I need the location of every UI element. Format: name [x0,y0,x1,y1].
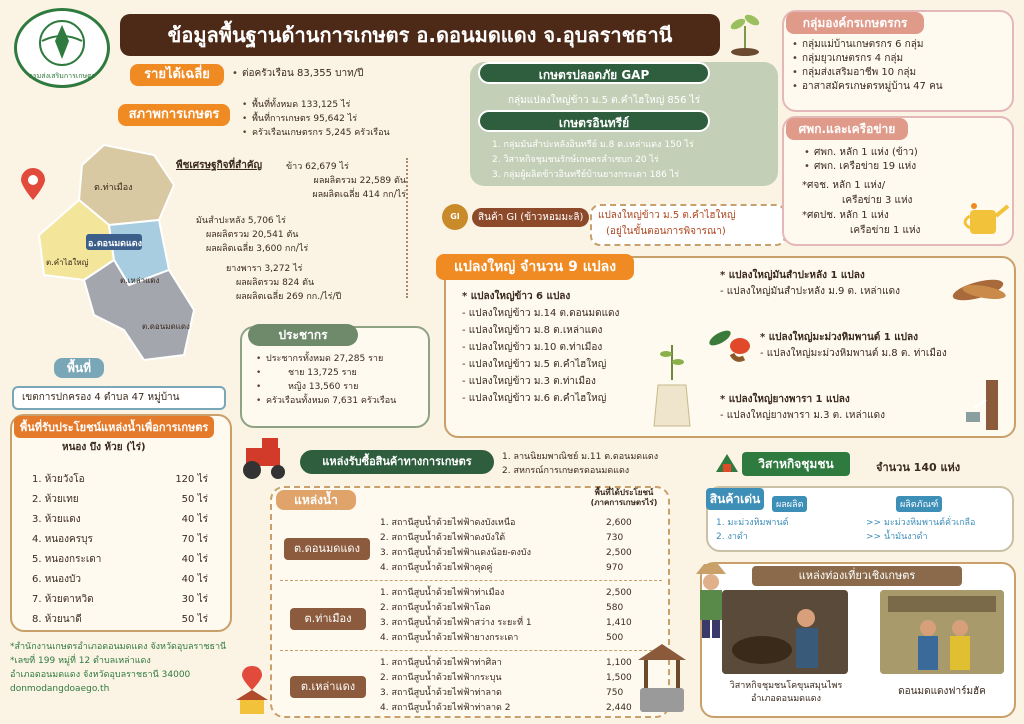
products-col-product: ผลิตภัณฑ์ [896,496,942,512]
table-row: 3. สถานีสูบน้ำด้วยไฟฟ้าท่าลาด 750 [380,688,624,698]
table-row: 1. สถานีสูบน้ำด้วยไฟฟ้าดงบังเหนือ 2,600 [380,518,632,528]
divider [280,650,662,651]
cassava-icon [950,270,1012,306]
table-row: 3. สถานีสูบน้ำด้วยไฟฟ้าสว่าง ระยะที่ 1 1,410 [380,618,632,628]
table-row: 1. มะม่วงหิมพานต์ >> มะม่วงหิมพานต์คั่วเกลือ [716,518,976,528]
tourism-label-bar [752,566,962,586]
income-value: • ต่อครัวเรือน 83,355 บาท/ปี [230,67,363,81]
organic-item-3: 3. กลุ่มผู้ผลิตข้าวอินทรีย์บ้านยางกระเดา 186 ไร่ [492,170,680,180]
market-item-2: 2. สหกรณ์การเกษตรดอนมดแดง [502,466,630,476]
sme-count: จำนวน 140 แห่ง [876,461,961,474]
water-col-header: พื้นที่ได้ประโยชน์ (ภาคการเกษตรไร่) [590,488,658,507]
water-benefit-label: พื้นที่รับประโยชน์แหล่งน้ำเพื่อการเกษตร [14,416,214,438]
table-row: 4. สถานีสูบน้ำด้วยไฟฟ้าท่าลาด 2 2,440 [380,703,632,713]
table-row: 7. ห้วยตาหวิด 30 ไร่ [32,594,208,605]
table-row: 3. ห้วยแดง 40 ไร่ [32,514,208,525]
plots-mango: - แปลงใหญ่มะม่วงหิมพานต์ ม.8 ต. ท่าเมือง [760,348,947,359]
table-row: 2. งาดำ >> น้ำมันงาดำ [716,532,928,542]
table-row: 8. ห้วยนาดี 50 ไร่ [32,614,208,625]
products-col-produce: ผลผลิต [772,496,807,512]
population-households: • ครัวเรือนทั้งหมด 7,631 ครัวเรือน [254,394,396,408]
map-label-laodaeng: ต.เหล่าแดง [120,276,160,285]
plots-label: แปลงใหญ่ จำนวน 9 แปลง [436,254,634,280]
area-text: เขตการปกครอง 4 ตำบล 47 หมู่บ้าน [22,392,180,403]
page-title: ข้อมูลพื้นฐานด้านการเกษตร อ.ดอนมดแดง จ.อุบลราชธานี [167,23,673,47]
network-label: ศพก.และเครือข่าย [786,118,908,140]
dotted-connector [406,158,408,298]
footer-website[interactable]: donmodangdoaego.th [10,684,110,694]
tourism-caption-2: ดอนมดแดงฟาร์มฮัค [898,686,986,697]
farming-total-area: • พื้นที่ทั้งหมด 133,125 ไร่ [240,98,390,112]
area-label: พื้นที่ [54,358,104,378]
organic-item-1: 1. กลุ่มมันสำปะหลังอินทรีย์ ม.8 ต.เหล่าแดง 150 ไร่ [492,140,694,150]
water-label: แหล่งน้ำ [276,490,356,510]
crop-cassava-avg: ผลผลิตเฉลี่ย 3,600 กก/ไร่ [206,244,309,254]
gi-text-2: (อยู่ในขั้นตอนการพิจารณา) [606,226,726,237]
sme-label: วิสาหกิจชุมชน [742,452,850,476]
market-label: แหล่งรับซื้อสินค้าทางการเกษตร [322,455,472,468]
crop-rice-avg: ผลผลิตเฉลี่ย 414 กก/ไร่ [312,190,406,200]
table-row: 3. สถานีสูบน้ำด้วยไฟฟ้าแดงน้อย-ดงบัง 2,500 [380,548,632,558]
table-row: 4. สถานีสูบน้ำด้วยไฟฟ้ายางกระเดา 500 [380,633,624,643]
network-item-1: • ศพก. หลัก 1 แห่ง (ข้าว) [802,146,918,160]
gap-label: เกษตรปลอดภัย GAP [478,62,710,84]
crops-heading: พืชเศรษฐกิจที่สำคัญ [176,160,263,171]
group-item-3: • กลุ่มส่งเสริมอาชีพ 10 กลุ่ม [790,66,943,80]
population-female: • หญิง 13,560 ราย [254,380,396,394]
network-line-4: เครือข่าย 3 แห่ง [842,195,913,206]
table-row: 2. สถานีสูบน้ำด้วยไฟฟ้ากระบุน 1,500 [380,673,632,683]
crop-rice-total: ผลผลิตรวม 22,589 ตัน [313,176,406,186]
crop-rubber-area: ยางพารา 3,272 ไร่ [226,264,303,274]
gi-label: สินค้า GI (ข้าวหอมมะลิ) [472,208,589,227]
organic-item-2: 2. วิสาหกิจชุมชนรักษ์เกษตรลำเซบก 20 ไร่ [492,155,659,165]
water-group-2: ต.ท่าเมือง [290,608,366,630]
table-row: 1. สถานีสูบน้ำด้วยไฟฟ้าท่าศิลา 1,100 [380,658,632,668]
tourism-caption-1b: อำเภอดอนมดแดง [750,694,822,704]
organic-label: เกษตรอินทรีย์ [478,110,710,132]
plots-rice-head: * แปลงใหญ่ข้าว 6 แปลง [462,291,571,302]
table-row: 2. สถานีสูบน้ำด้วยไฟฟ้าดงบังใต้ 730 [380,533,624,543]
map-label-donmodang: อ.ดอนมดแดง [88,239,143,249]
crop-rubber-avg: ผลผลิตเฉลี่ย 269 กก./ไร่/ปี [236,292,342,302]
products-label: สินค้าเด่น [706,488,764,510]
plots-cassava: - แปลงใหญ่มันสำปะหลัง ม.9 ต. เหล่าแดง [720,286,900,297]
plots-mango-head: * แปลงใหญ่มะม่วงหิมพานต์ 1 แปลง [760,332,919,343]
gap-text: กลุ่มแปลงใหญ่ข้าว ม.5 ต.คำไฮใหญ่ 856 ไร่ [508,95,701,106]
farming-households: • ครัวเรือนเกษตรกร 5,245 ครัวเรือน [240,126,390,140]
rice-bag-icon [650,340,694,430]
footer-line-1: *สำนักงานเกษตรอำเภอดอนมดแดง จังหวัดอุบลราชธานี [10,642,227,652]
population-total: • ประชากรทั้งหมด 27,285 ราย [254,352,396,366]
tourism-label: แหล่งท่องเที่ยวเชิงเกษตร [798,569,916,582]
plots-rice-6: - แปลงใหญ่ข้าว ม.6 ต.คำไฮใหญ่ [462,393,607,404]
plots-cassava-head: * แปลงใหญ่มันสำปะหลัง 1 แปลง [720,270,865,281]
footer-line-3: อำเภอดอนมดแดง จังหวัดอุบลราชธานี 34000 [10,670,191,680]
plots-rice-5: - แปลงใหญ่ข้าว ม.3 ต.ท่าเมือง [462,376,596,387]
population-label: ประชากร [248,324,358,346]
plots-rubber-head: * แปลงใหญ่ยางพารา 1 แปลง [720,394,850,405]
tourism-caption-1: วิสาหกิจชุมชนโคขุนสมุนไพร [729,681,843,691]
crop-rice-area: ข้าว 62,679 ไร่ [286,162,349,172]
logo [14,8,110,88]
table-row: 1. สถานีสูบน้ำด้วยไฟฟ้าท่าเมือง 2,500 [380,588,632,598]
crop-rubber-total: ผลผลิตรวม 824 ตัน [236,278,315,288]
income-label: รายได้เฉลี่ย [130,64,224,86]
watering-can-icon [960,196,1010,240]
well-icon [634,640,690,716]
table-row: 6. หนองบัว 40 ไร่ [32,574,208,585]
gi-text-1: แปลงใหญ่ข้าว ม.5 ต.คำไฮใหญ่ [598,210,736,221]
table-row: 5. หนองกระเดา 40 ไร่ [32,554,208,565]
population-male: • ชาย 13,725 ราย [254,366,396,380]
water-benefit-table [32,470,208,630]
map-label-donmodang-sub: ต.ดอนมดแดง [142,322,190,331]
network-line-3: *ศจช. หลัก 1 แห่ง/ [802,180,886,191]
map-label-khamhaiyai: ต.คำไฮใหญ่ [46,258,89,267]
page-title-bar [120,14,720,56]
group-item-2: • กลุ่มยุวเกษตรกร 4 กลุ่ม [790,52,943,66]
table-row: 2. สถานีสูบน้ำด้วยไฟฟ้าโอด 580 [380,603,624,613]
farming-agri-area: • พื้นที่การเกษตร 95,642 ไร่ [240,112,390,126]
plant-icon [725,6,765,56]
cashew-icon [706,324,756,364]
sme-logo-icon [714,452,740,474]
table-row: 1. ห้วยวังโอ 120 ไร่ [32,474,208,485]
market-item-1: 1. ลานนิยมพาณิชย์ ม.11 ต.ดอนมดแดง [502,452,659,462]
water-group-1: ต.ดอนมดแดง [284,538,370,560]
crop-cassava-area: มันสำปะหลัง 5,706 ไร่ [196,216,286,226]
network-line-6: เครือข่าย 1 แห่ง [850,225,921,236]
tourism-photo-2 [880,590,1004,674]
water-group-3: ต.เหล่าแดง [290,676,366,698]
gi-seal-icon: GI [442,204,468,230]
network-item-2: • ศพก. เครือข่าย 19 แห่ง [802,160,918,174]
plots-rice-3: - แปลงใหญ่ข้าว ม.10 ต.ท่าเมือง [462,342,603,353]
rubber-tree-icon [960,380,1010,430]
house-icon [232,664,272,714]
farming-label: สภาพการเกษตร [118,104,230,126]
area-text-box [12,386,226,410]
logo-text: กรมส่งเสริมการเกษตร [28,72,96,80]
table-row: 4. หนองครบุร 70 ไร่ [32,534,208,545]
plots-rice-4: - แปลงใหญ่ข้าว ม.5 ต.คำไฮใหญ่ [462,359,607,370]
garuda-logo-icon [17,11,107,71]
plots-rice-1: - แปลงใหญ่ข้าว ม.14 ต.ดอนมดแดง [462,308,620,319]
network-line-5: *ศดปช. หลัก 1 แห่ง [802,210,889,221]
plots-rubber: - แปลงใหญ่ยางพารา ม.3 ต. เหล่าแดง [720,410,886,421]
divider [280,580,662,581]
group-item-4: • อาสาสมัครเกษตรหมู่บ้าน 47 คน [790,80,943,94]
map-pin-icon [18,168,48,202]
groups-label: กลุ่มองค์กรเกษตรกร [786,12,924,34]
table-row: 2. ห้วยเทย 50 ไร่ [32,494,208,505]
table-row: 4. สถานีสูบน้ำด้วยไฟฟ้าคุดคู่ 970 [380,563,624,573]
crop-cassava-total: ผลผลิตรวม 20,541 ตัน [206,230,299,240]
tractor-icon [236,434,296,482]
plots-rice-2: - แปลงใหญ่ข้าว ม.8 ต.เหล่าแดง [462,325,603,336]
water-benefit-sub: หนอง บึง ห้วย (ไร่) [62,442,146,453]
group-item-1: • กลุ่มแม่บ้านเกษตรกร 6 กลุ่ม [790,38,943,52]
footer-line-2: *เลขที่ 199 หมู่ที่ 12 ตำบลเหล่าแดง [10,656,151,666]
map-label-thamuang: ต.ท่าเมือง [94,183,133,193]
tourism-photo-1 [722,590,848,674]
market-label-bar [300,450,494,474]
